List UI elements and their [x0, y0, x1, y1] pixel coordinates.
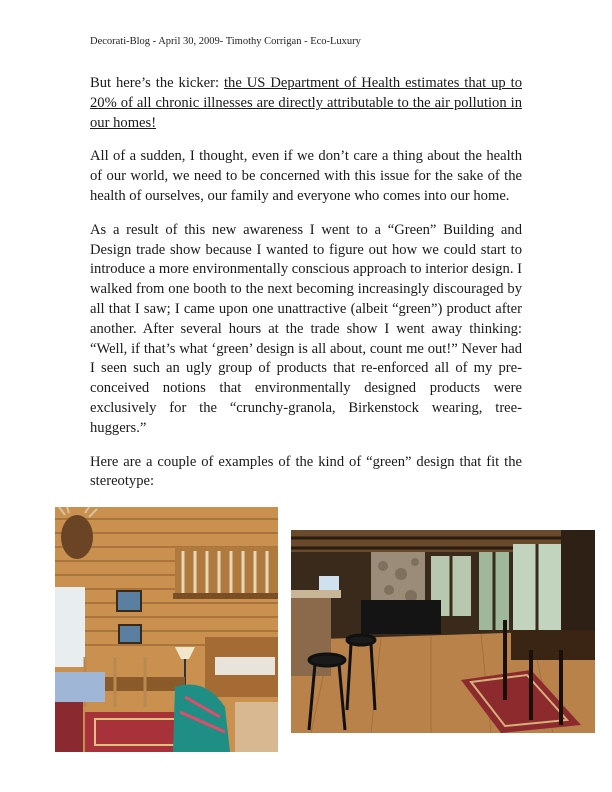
paragraph-2: All of a sudden, I thought, even if we don’t care a thing about the health of our world, we need to be concerned with this issue for the sake of the health of ourselves, our family and everyone who comes into our home. [90, 148, 522, 204]
paragraph-1-highlight: the US Department of Health estimates that up to 20% of all chronic illnesses are directly attributable to the air pollution in our homes! [90, 75, 522, 131]
page-header: Decorati-Blog - April 30, 2009- Timothy Corrigan - Eco-Luxury [90, 36, 361, 47]
article-body [90, 74, 522, 506]
paragraph-4: Here are a couple of examples of the kind of “green” design that fit the stereotype: [90, 453, 522, 490]
paragraph-1-intro: But here’s the kicker: [90, 75, 224, 91]
great-room-interior-photo [291, 530, 595, 733]
paragraph-3: As a result of this new awareness I went to a “Green” Building and Design trade show because I wanted to figure out how we could start to introduce a more environmentally conscious approach to interior design. I walked from one booth to the next becoming increasingly discouraged by all that I saw; I came upon one unattractive (albeit “green”) product after another. After several hours at the trade show I went away thinking: “Well, if that’s what ‘green’ design is all about, count me out!” Never had I seen such an ugly group of products that re-enforced all of my pre-conceived notions that environmentally designed products were exclusively for the “crunchy-granola, Birkenstock wearing, tree-huggers.” [90, 221, 523, 436]
paragraph-1 [90, 74, 522, 133]
log-cabin-interior-photo [55, 507, 278, 752]
